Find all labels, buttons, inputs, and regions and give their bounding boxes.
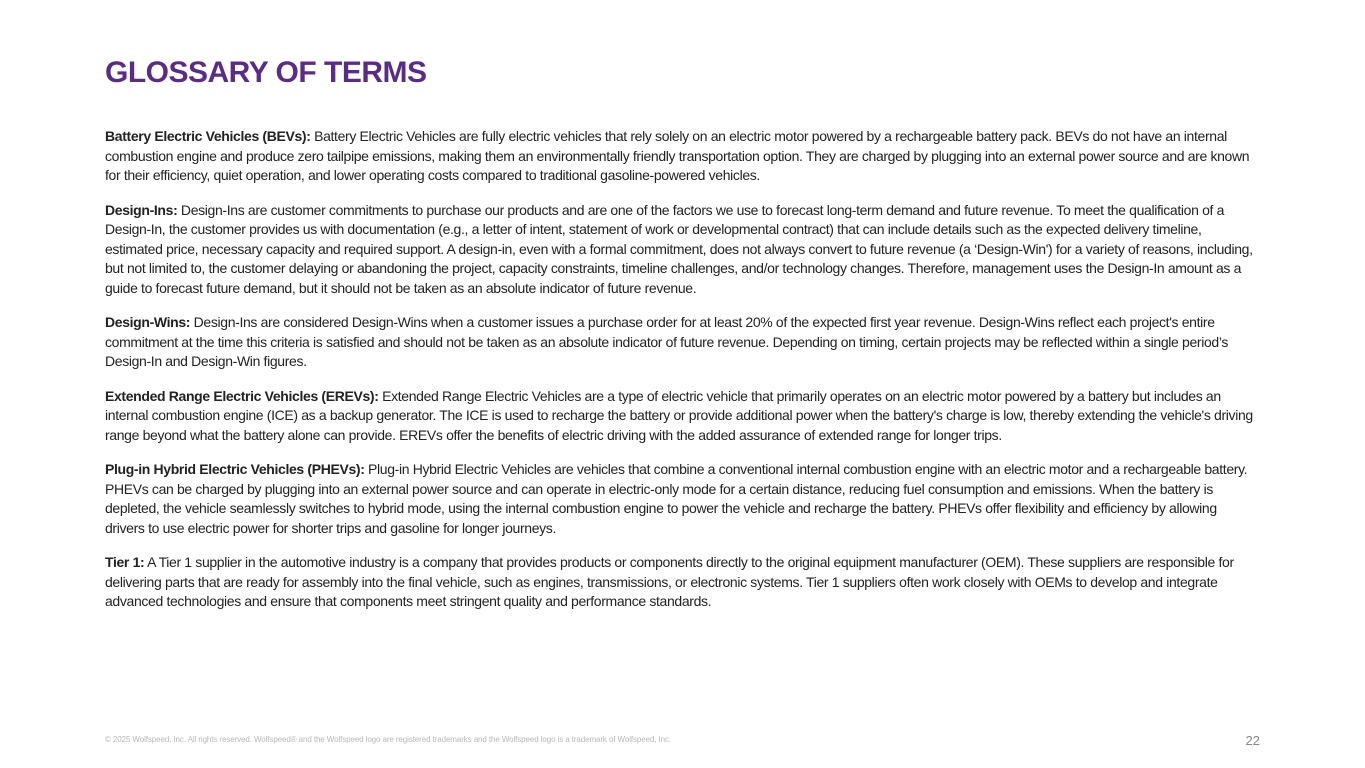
term-definition: A Tier 1 supplier in the automotive industry is a company that provides products or components directly to the original equipment manufacturer (OEM). These suppliers are responsible for delivering parts that are ready for assembly into the final vehicle, such as engines, transmissions, or electronic systems. Tier 1 suppliers often work closely with OEMs to develop and integrate advanced technologies and ensure that components meet stringent quality and performance standards. <box>105 554 1234 609</box>
term-name: Design-Wins: <box>105 314 191 330</box>
glossary-entry-bevs <box>105 127 1257 186</box>
term-name: Extended Range Electric Vehicles (EREVs): <box>105 387 379 404</box>
glossary-list <box>105 127 1257 627</box>
term-name: Tier 1: <box>105 554 145 570</box>
copyright-footer: © 2025 Wolfspeed, Inc. All rights reserved. Wolfspeed® and the Wolfspeed logo are registered trademarks and the Wolfspeed logo is a trademark of Wolfspeed, Inc. <box>105 735 672 744</box>
term-name: Plug-in Hybrid Electric Vehicles (PHEVs): <box>105 461 365 477</box>
page-number: 22 <box>1245 733 1260 748</box>
term-definition: Extended Range Electric Vehicles are a type of electric vehicle that primarily operates on an electric motor powered by a battery but includes an internal combustion engine (ICE) as a backup generator. The ICE is used to recharge the battery or provide additional power when the battery's charge is low, thereby extending the vehicle's driving range beyond what the battery alone can provide. EREVs offer the benefits of electric driving with the added assurance of extended range for longer trips. <box>105 387 1253 443</box>
term-name: Design-Ins: <box>105 201 178 218</box>
term-definition: Battery Electric Vehicles are fully electric vehicles that rely solely on an electric motor powered by a rechargeable battery pack. BEVs do not have an internal combustion engine and produce zero tailpipe emissions, making them an environmentally friendly transportation option. They are charged by plugging into an external power source and are known for their efficiency, quiet operation, and lower operating costs compared to traditional gasoline-powered vehicles. <box>105 128 1250 183</box>
glossary-entry-tier-1 <box>105 553 1257 612</box>
glossary-entry-design-wins <box>105 313 1257 372</box>
page-title: GLOSSARY OF TERMS <box>105 56 427 89</box>
term-definition: Plug-in Hybrid Electric Vehicles are vehicles that combine a conventional internal combustion engine with an electric motor and a rechargeable battery. PHEVs can be charged by plugging into an external power source and can operate in electric-only mode for a certain distance, reducing fuel consumption and emissions. When the battery is depleted, the vehicle seamlessly switches to hybrid mode, using the internal combustion engine to power the vehicle and recharge the battery. PHEVs offer flexibility and efficiency by allowing drivers to use electric power for shorter trips and gasoline for longer journeys. <box>105 461 1248 536</box>
term-name: Battery Electric Vehicles (BEVs): <box>105 128 311 144</box>
term-definition: Design-Ins are considered Design-Wins when a customer issues a purchase order for at least 20% of the expected first year revenue. Design-Wins reflect each project's entire commitment at the time this criteria is satisfied and should not be taken as an absolute indicator of future revenue. Depending on timing, certain projects may be reflected within a single period’s Design-In and Design-Win figures. <box>105 314 1228 369</box>
glossary-entry-phevs <box>105 460 1257 538</box>
term-definition: Design-Ins are customer commitments to purchase our products and are one of the factors we use to forecast long-term demand and future revenue. To meet the qualification of a Design-In, the customer provides us with documentation (e.g., a letter of intent, statement of work or developmental contract) that can include details such as the expected delivery timeline, estimated price, necessary capacity and required support. A design-in, even with a formal commitment, does not always convert to future revenue (a ‘Design-Win') for a variety of reasons, including, but not limited to, the customer delaying or abandoning the project, capacity constraints, timeline challenges, and/or technology changes. Therefore, management uses the Design-In amount as a guide to forecast future demand, but it should not be taken as an absolute indicator of future revenue. <box>105 201 1253 296</box>
glossary-entry-erevs <box>105 387 1257 446</box>
glossary-entry-design-ins <box>105 201 1257 299</box>
